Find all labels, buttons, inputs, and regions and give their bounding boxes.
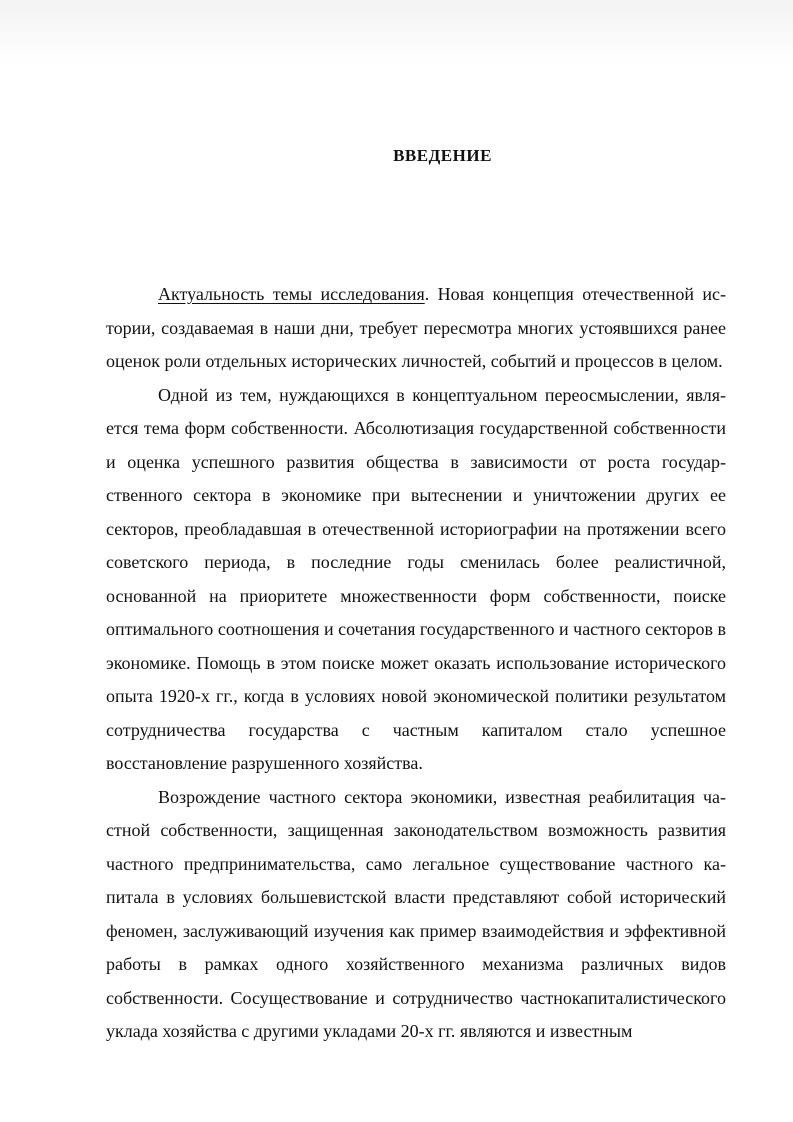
paragraph-text: . Новая концепция отечественной истории, создаваемая в наши дни, требует пересмотра многих устоявшихся ранее оценок роли отдельных исторических личностей, событий и процессов в целом. — [106, 284, 726, 371]
paragraph-relevance — [106, 278, 726, 379]
paragraph-private-sector: Возрождение частного сектора экономики, известная реабилитация частной собственности, защищенная законодательством возможность развития частного предпринимательства, само легальное существование частного капитала в условиях большевистской власти представляют собой исторический феномен, заслуживающий изучения как пример взаимодействия и эффективной работы в рамках одного хозяйственного механизма различных видов собственности. Сосуществование и сотрудничество частнокапиталистического уклада хозяйства с другими укладами 20-х гг. являются и известным — [106, 786, 726, 1041]
body-text — [106, 278, 726, 1049]
relevance-label: Актуальность темы исследования — [158, 284, 425, 304]
page-heading: ВВЕДЕНИЕ — [393, 146, 492, 165]
scan-shadow — [0, 0, 793, 64]
paragraph-property-forms: Одной из тем, нуждающихся в концептуальном переосмыслении, является тема форм собственности. Абсолютизация государственной собственности и оценка успешного развития общества в зависимости от роста государственного сектора в экономике при вытеснении и уничтожении других ее секторов, преобладавшая в отечественной историографии на протяжении всего советского периода, в последние годы сменилась более реалистичной, основанной на приоритете множественности форм собственности, поиске оптимального соотношения и сочетания государственного и частного секторов в экономике. Помощь в этом поиске может оказать использование исторического опыта 1920-х гг., когда в условиях новой экономической политики результатом сотрудничества государства с частным капиталом стало успешное восстановление разрушенного хозяйства. — [106, 384, 726, 773]
